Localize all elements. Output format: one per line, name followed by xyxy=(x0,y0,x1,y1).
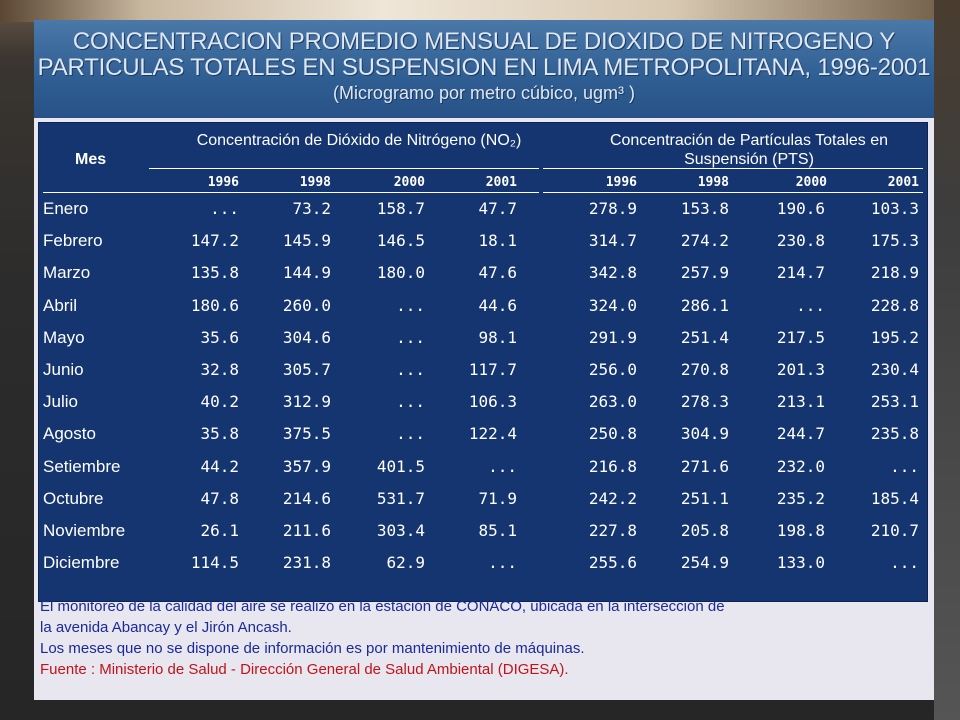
no2-cell: ... xyxy=(488,457,517,476)
no2-cell: 135.8 xyxy=(190,263,239,282)
no2-cell: 98.1 xyxy=(478,328,517,347)
pts-cell: 251.4 xyxy=(680,328,729,347)
no2-cell: 73.2 xyxy=(292,199,331,218)
pts-cell: ... xyxy=(890,457,919,476)
pts-header-rule-top xyxy=(543,168,923,169)
pts-cell: 213.1 xyxy=(776,392,825,411)
no2-cell: 145.9 xyxy=(282,231,331,250)
pts-cell: 230.8 xyxy=(776,231,825,250)
no2-cell: 144.9 xyxy=(282,263,331,282)
no2-cell: 35.8 xyxy=(200,424,239,443)
row-label-month: Marzo xyxy=(43,263,91,282)
no2-cell: 35.6 xyxy=(200,328,239,347)
notes xyxy=(40,596,920,680)
row-label-month: Octubre xyxy=(43,489,104,508)
note-line-2: la avenida Abancay y el Jirón Ancash. xyxy=(40,619,292,636)
no2-cell: 71.9 xyxy=(478,489,517,508)
pts-cell: 235.8 xyxy=(870,424,919,443)
row-label-month: Noviembre xyxy=(43,521,126,540)
pts-year-1998: 1998 xyxy=(697,175,729,190)
note-line-3: Los meses que no se dispone de información es por mantenimiento de máquinas. xyxy=(40,640,585,657)
no2-cell: 304.6 xyxy=(282,328,331,347)
no2-cell: 180.0 xyxy=(376,263,425,282)
no2-cell: 44.6 xyxy=(478,296,517,315)
no2-cell: ... xyxy=(396,296,425,315)
no2-cell: 260.0 xyxy=(282,296,331,315)
no2-cell: 312.9 xyxy=(282,392,331,411)
pts-cell: 235.2 xyxy=(776,489,825,508)
title-subtitle: (Microgramo por metro cúbico, ugm³ ) xyxy=(332,83,636,103)
month-column-header: Mes xyxy=(75,151,107,168)
no2-cell: ... xyxy=(488,553,517,572)
pts-cell: 304.9 xyxy=(680,424,729,443)
no2-year-2000: 2000 xyxy=(393,175,425,190)
pts-cell: 217.5 xyxy=(776,328,825,347)
pts-header-rule-bottom xyxy=(543,192,923,193)
pts-cell: 286.1 xyxy=(680,296,729,315)
no2-cell: 305.7 xyxy=(282,360,331,379)
no2-cell: ... xyxy=(396,328,425,347)
row-label-month: Enero xyxy=(43,199,89,218)
no2-cell: 375.5 xyxy=(282,424,331,443)
row-label-month: Setiembre xyxy=(43,457,121,476)
pts-cell: 270.8 xyxy=(680,360,729,379)
pts-cell: 228.8 xyxy=(870,296,919,315)
pts-cell: 201.3 xyxy=(776,360,825,379)
no2-cell: 146.5 xyxy=(376,231,425,250)
pts-cell: 190.6 xyxy=(776,199,825,218)
no2-header-rule-bottom xyxy=(43,192,539,193)
no2-cell: 32.8 xyxy=(200,360,239,379)
background-right-edge xyxy=(934,0,960,720)
pts-cell: 278.3 xyxy=(680,392,729,411)
pts-cell: 198.8 xyxy=(776,521,825,540)
slide xyxy=(34,20,934,700)
pts-cell: 263.0 xyxy=(588,392,637,411)
no2-header-rule-top xyxy=(149,168,539,169)
pts-cell: 230.4 xyxy=(870,360,919,379)
pts-group-header: Concentración de Partículas Totales en Suspensión (PTS) xyxy=(609,132,889,168)
pts-cell: 342.8 xyxy=(588,263,637,282)
no2-cell: 47.8 xyxy=(200,489,239,508)
title-line-1: CONCENTRACION PROMEDIO MENSUAL DE DIOXIDO DE NITROGENO Y xyxy=(72,28,896,55)
no2-year-2001: 2001 xyxy=(485,175,517,190)
row-label-month: Mayo xyxy=(43,328,85,347)
no2-cell: 18.1 xyxy=(478,231,517,250)
pts-cell: ... xyxy=(890,553,919,572)
no2-cell: 531.7 xyxy=(376,489,425,508)
pts-cell: 232.0 xyxy=(776,457,825,476)
title-band xyxy=(34,20,934,118)
pts-cell: 255.6 xyxy=(588,553,637,572)
pts-cell: ... xyxy=(796,296,825,315)
background-top-strip xyxy=(0,0,960,22)
pts-cell: 244.7 xyxy=(776,424,825,443)
no2-cell: 180.6 xyxy=(190,296,239,315)
pts-cell: 250.8 xyxy=(588,424,637,443)
pts-cell: 210.7 xyxy=(870,521,919,540)
no2-year-1996: 1996 xyxy=(207,175,239,190)
pts-cell: 274.2 xyxy=(680,231,729,250)
row-label-month: Junio xyxy=(43,360,84,379)
no2-cell: 211.6 xyxy=(282,521,331,540)
source-note: Fuente : Ministerio de Salud - Dirección General de Salud Ambiental (DIGESA). xyxy=(40,661,569,678)
no2-cell: ... xyxy=(396,392,425,411)
pts-cell: 214.7 xyxy=(776,263,825,282)
no2-cell: 47.6 xyxy=(478,263,517,282)
no2-cell: 40.2 xyxy=(200,392,239,411)
pts-cell: 324.0 xyxy=(588,296,637,315)
no2-cell: ... xyxy=(396,424,425,443)
pts-cell: 227.8 xyxy=(588,521,637,540)
pts-cell: 153.8 xyxy=(680,199,729,218)
no2-cell: 231.8 xyxy=(282,553,331,572)
no2-cell: 303.4 xyxy=(376,521,425,540)
no2-cell: 357.9 xyxy=(282,457,331,476)
no2-cell: 106.3 xyxy=(468,392,517,411)
no2-cell: 122.4 xyxy=(468,424,517,443)
pts-cell: 291.9 xyxy=(588,328,637,347)
pts-year-2000: 2000 xyxy=(795,175,827,190)
note-line-1: El monitoreo de la calidad del aire se realizó en la estación de CONACO, ubicada en la intersección de xyxy=(40,598,725,615)
no2-cell: 117.7 xyxy=(468,360,517,379)
no2-cell: 114.5 xyxy=(190,553,239,572)
pts-cell: 103.3 xyxy=(870,199,919,218)
pts-cell: 257.9 xyxy=(680,263,729,282)
title-line-2: PARTICULAS TOTALES EN SUSPENSION EN LIMA METROPOLITANA, 1996-2001 xyxy=(37,54,931,81)
no2-cell: ... xyxy=(210,199,239,218)
pts-cell: 185.4 xyxy=(870,489,919,508)
no2-group-header: Concentración de Dióxido de Nitrógeno (NO₂) xyxy=(196,132,522,149)
pts-cell: 271.6 xyxy=(680,457,729,476)
pts-cell: 254.9 xyxy=(680,553,729,572)
pts-year-1996: 1996 xyxy=(605,175,637,190)
pts-cell: 216.8 xyxy=(588,457,637,476)
no2-cell: 401.5 xyxy=(376,457,425,476)
no2-cell: 62.9 xyxy=(386,553,425,572)
no2-cell: 85.1 xyxy=(478,521,517,540)
no2-cell: ... xyxy=(396,360,425,379)
row-label-month: Julio xyxy=(43,392,78,411)
pts-cell: 253.1 xyxy=(870,392,919,411)
no2-cell: 44.2 xyxy=(200,457,239,476)
data-table xyxy=(38,122,928,602)
pts-cell: 195.2 xyxy=(870,328,919,347)
row-label-month: Agosto xyxy=(43,424,96,443)
pts-cell: 251.1 xyxy=(680,489,729,508)
pts-cell: 256.0 xyxy=(588,360,637,379)
row-label-month: Abril xyxy=(43,296,78,315)
pts-cell: 133.0 xyxy=(776,553,825,572)
row-label-month: Febrero xyxy=(43,231,103,250)
pts-year-2001: 2001 xyxy=(887,175,919,190)
pts-cell: 278.9 xyxy=(588,199,637,218)
pts-cell: 314.7 xyxy=(588,231,637,250)
no2-cell: 147.2 xyxy=(190,231,239,250)
no2-cell: 47.7 xyxy=(478,199,517,218)
pts-cell: 218.9 xyxy=(870,263,919,282)
pts-cell: 242.2 xyxy=(588,489,637,508)
no2-cell: 214.6 xyxy=(282,489,331,508)
no2-cell: 158.7 xyxy=(376,199,425,218)
pts-cell: 205.8 xyxy=(680,521,729,540)
no2-cell: 26.1 xyxy=(200,521,239,540)
pts-cell: 175.3 xyxy=(870,231,919,250)
no2-year-1998: 1998 xyxy=(299,175,331,190)
row-label-month: Diciembre xyxy=(43,553,120,572)
